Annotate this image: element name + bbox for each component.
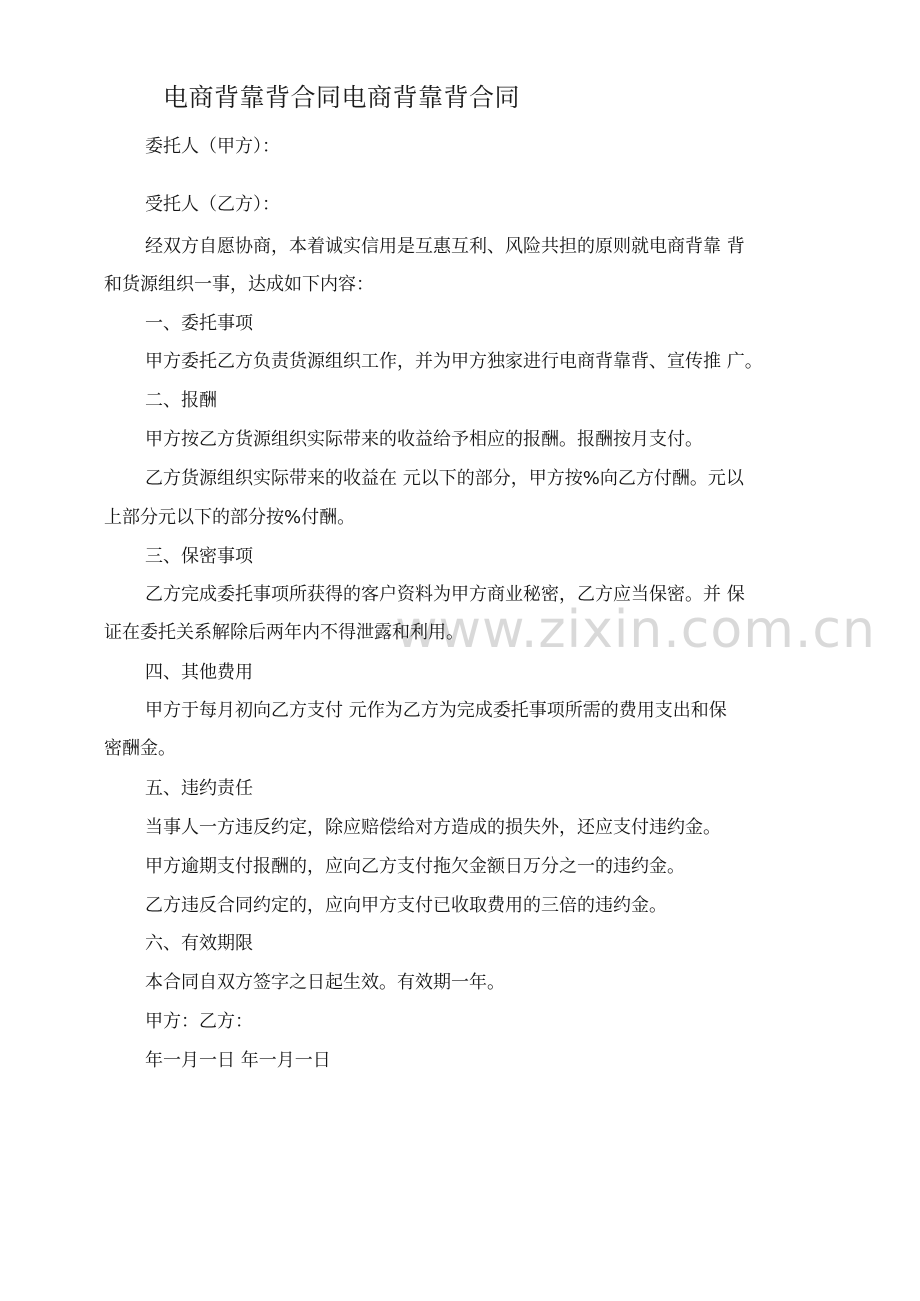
watermark: www.zixin.com.cn <box>395 600 876 660</box>
section-4-heading: 四、其他费用 <box>145 662 253 683</box>
section-2-paragraph-2-line-2: 上部分元以下的部分按%付酬。 <box>104 507 356 528</box>
intro-line-1: 经双方自愿协商，本着诚实信用是互惠互利、风险共担的原则就电商背靠 背 <box>145 236 745 257</box>
signature-line: 甲方：乙方： <box>145 1011 253 1032</box>
section-2-paragraph-2-line-1: 乙方货源组织实际带来的收益在 元以下的部分，甲方按%向乙方付酬。元以 <box>145 468 744 489</box>
section-5-paragraph-1: 当事人一方违反约定，除应赔偿给对方造成的损失外，还应支付违约金。 <box>145 817 721 838</box>
section-5-paragraph-2: 甲方逾期支付报酬的，应向乙方支付拖欠金额日万分之一的违约金。 <box>145 856 685 877</box>
section-2-heading: 二、报酬 <box>145 390 217 411</box>
section-4-paragraph-line-1: 甲方于每月初向乙方支付 元作为乙方为完成委托事项所需的费用支出和保 <box>145 700 727 721</box>
section-5-heading: 五、违约责任 <box>145 778 253 799</box>
section-3-paragraph-line-2: 证在委托关系解除后两年内不得泄露和利用。 <box>104 622 464 643</box>
party-a-line: 委托人（甲方）： <box>145 136 280 157</box>
section-3-paragraph-line-1: 乙方完成委托事项所获得的客户资料为甲方商业秘密，乙方应当保密。并 保 <box>145 584 745 605</box>
date-line: 年一月一日 年一月一日 <box>145 1050 331 1071</box>
section-6-paragraph: 本合同自双方签字之日起生效。有效期一年。 <box>145 972 505 993</box>
section-5-paragraph-3: 乙方违反合同约定的，应向甲方支付已收取费用的三倍的违约金。 <box>145 895 667 916</box>
section-1-paragraph: 甲方委托乙方负责货源组织工作，并为甲方独家进行电商背靠背、宣传推 广。 <box>145 351 763 372</box>
document-title: 电商背靠背合同电商背靠背合同 <box>163 83 521 112</box>
section-3-heading: 三、保密事项 <box>145 546 253 567</box>
intro-line-2: 和货源组织一事，达成如下内容： <box>104 274 374 295</box>
section-2-paragraph-1: 甲方按乙方货源组织实际带来的收益给予相应的报酬。报酬按月支付。 <box>145 429 703 450</box>
section-1-heading: 一、委托事项 <box>145 313 253 334</box>
party-b-line: 受托人（乙方）： <box>145 194 280 215</box>
section-6-heading: 六、有效期限 <box>145 933 253 954</box>
section-4-paragraph-line-2: 密酬金。 <box>104 738 176 759</box>
